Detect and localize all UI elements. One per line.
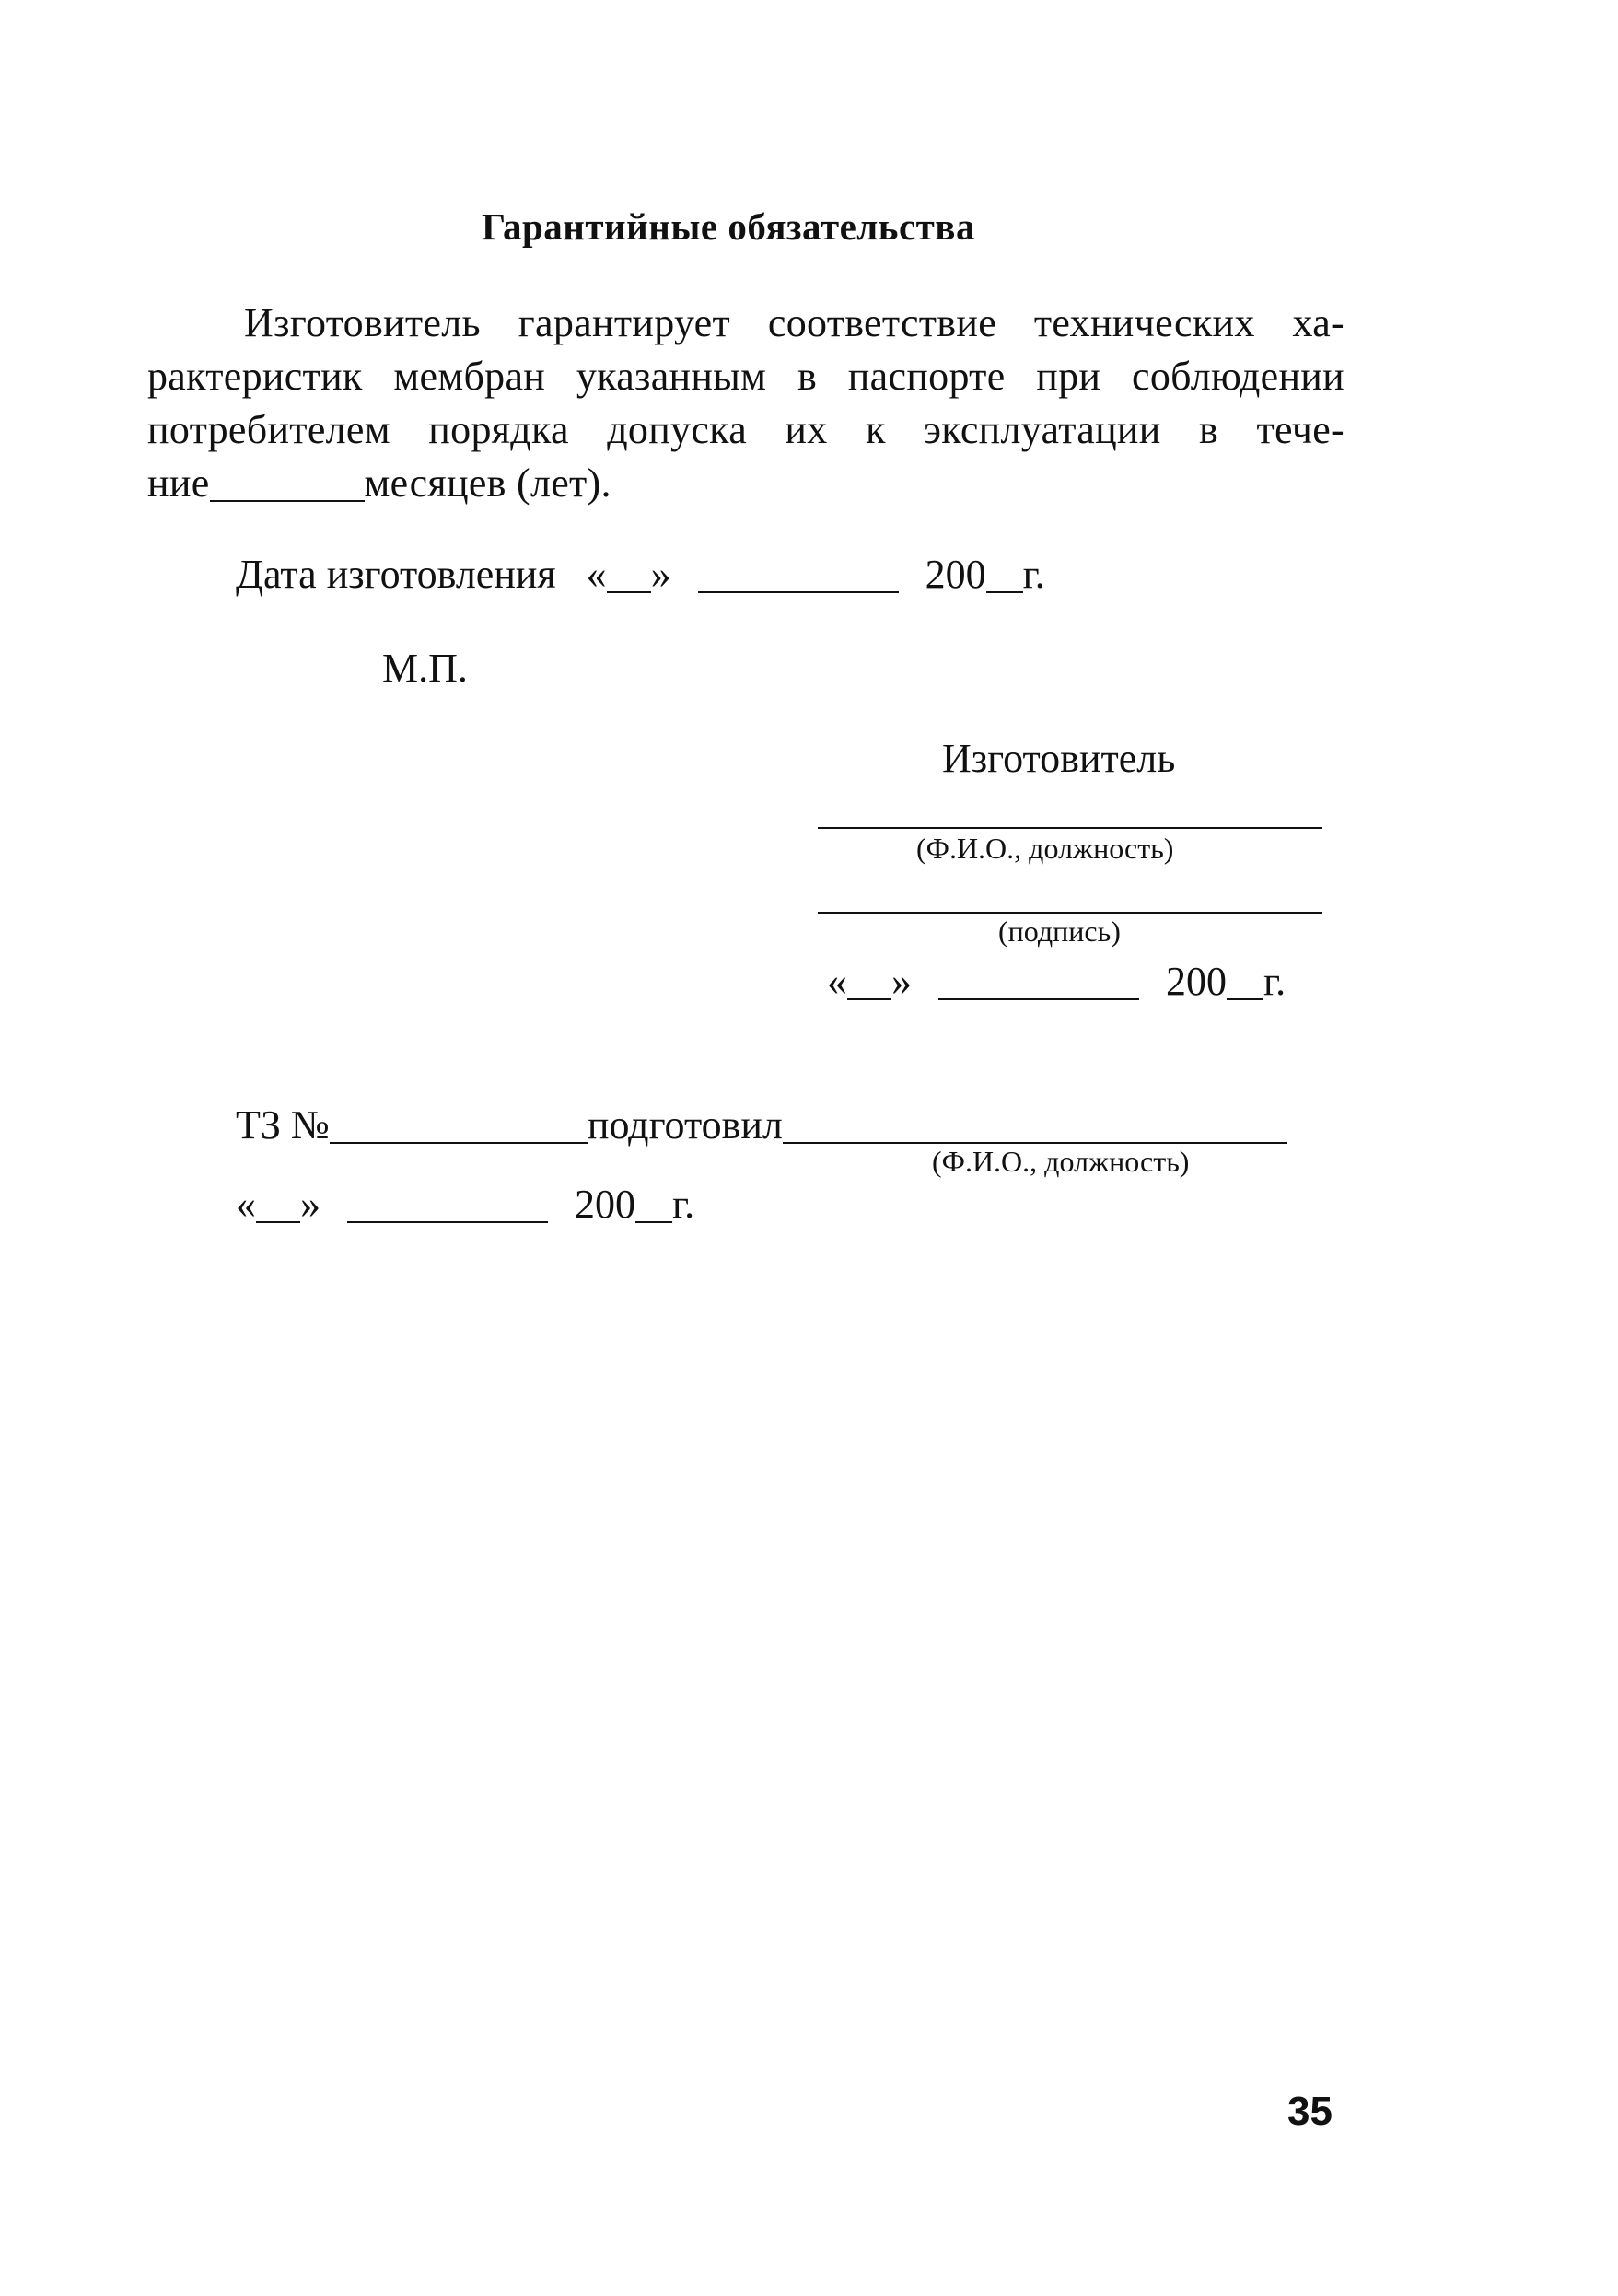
manufacturer-name-line[interactable] (818, 827, 1322, 829)
day-blank[interactable] (256, 1181, 300, 1223)
manufacture-date-label: Дата изготовления (236, 552, 556, 597)
stamp-mark: М.П. (382, 646, 468, 691)
manufacturer-name-caption: (Ф.И.О., должность) (916, 832, 1174, 865)
year-prefix: 200 (1166, 959, 1227, 1004)
warranty-text-start: ние (147, 460, 210, 506)
day-blank[interactable] (847, 958, 891, 1000)
close-quote: » (650, 552, 671, 597)
month-blank[interactable] (347, 1181, 548, 1223)
warranty-text-end: месяцев (лет). (364, 460, 611, 506)
tz-line (236, 1101, 1287, 1148)
manufacturer-signature-line[interactable] (818, 912, 1322, 914)
warranty-text-line-1: Изготовитель гарантирует соответствие технических ха- (244, 300, 1344, 345)
close-quote: » (891, 959, 912, 1004)
month-blank[interactable] (938, 958, 1139, 1000)
month-blank[interactable] (698, 551, 899, 593)
tz-date-line (236, 1181, 694, 1228)
tz-number-blank[interactable] (330, 1101, 588, 1144)
warranty-text-line-3: потребителем порядка допуска их к эксплуатации в тече- (147, 407, 1344, 452)
year-blank[interactable] (1227, 958, 1263, 1000)
page-number: 35 (1287, 2089, 1333, 2134)
warranty-text-line-4 (147, 460, 611, 507)
year-suffix: г. (1263, 959, 1286, 1004)
tz-label: ТЗ № (236, 1102, 330, 1148)
open-quote: « (586, 552, 607, 597)
open-quote: « (236, 1182, 256, 1227)
manufacture-date-line (236, 551, 1045, 598)
year-prefix: 200 (925, 552, 986, 597)
page-title: Гарантийные обязательства (482, 205, 975, 248)
manufacturer-heading: Изготовитель (942, 736, 1176, 781)
day-blank[interactable] (607, 551, 651, 593)
warranty-text-line-2: рактеристик мембран указанным в паспорте при соблюдении (147, 354, 1344, 399)
warranty-period-blank[interactable] (210, 460, 365, 502)
year-blank[interactable] (986, 551, 1023, 593)
tz-prepared-by-blank[interactable] (783, 1101, 1287, 1144)
manufacturer-date-line (827, 958, 1286, 1005)
year-blank[interactable] (635, 1181, 672, 1223)
year-prefix: 200 (575, 1182, 635, 1227)
tz-caption: (Ф.И.О., должность) (932, 1145, 1190, 1178)
year-suffix: г. (1022, 552, 1045, 597)
year-suffix: г. (672, 1182, 695, 1227)
manufacturer-signature-caption: (подпись) (998, 915, 1121, 948)
close-quote: » (300, 1182, 320, 1227)
tz-prepared-label: подготовил (587, 1102, 783, 1148)
open-quote: « (827, 959, 847, 1004)
